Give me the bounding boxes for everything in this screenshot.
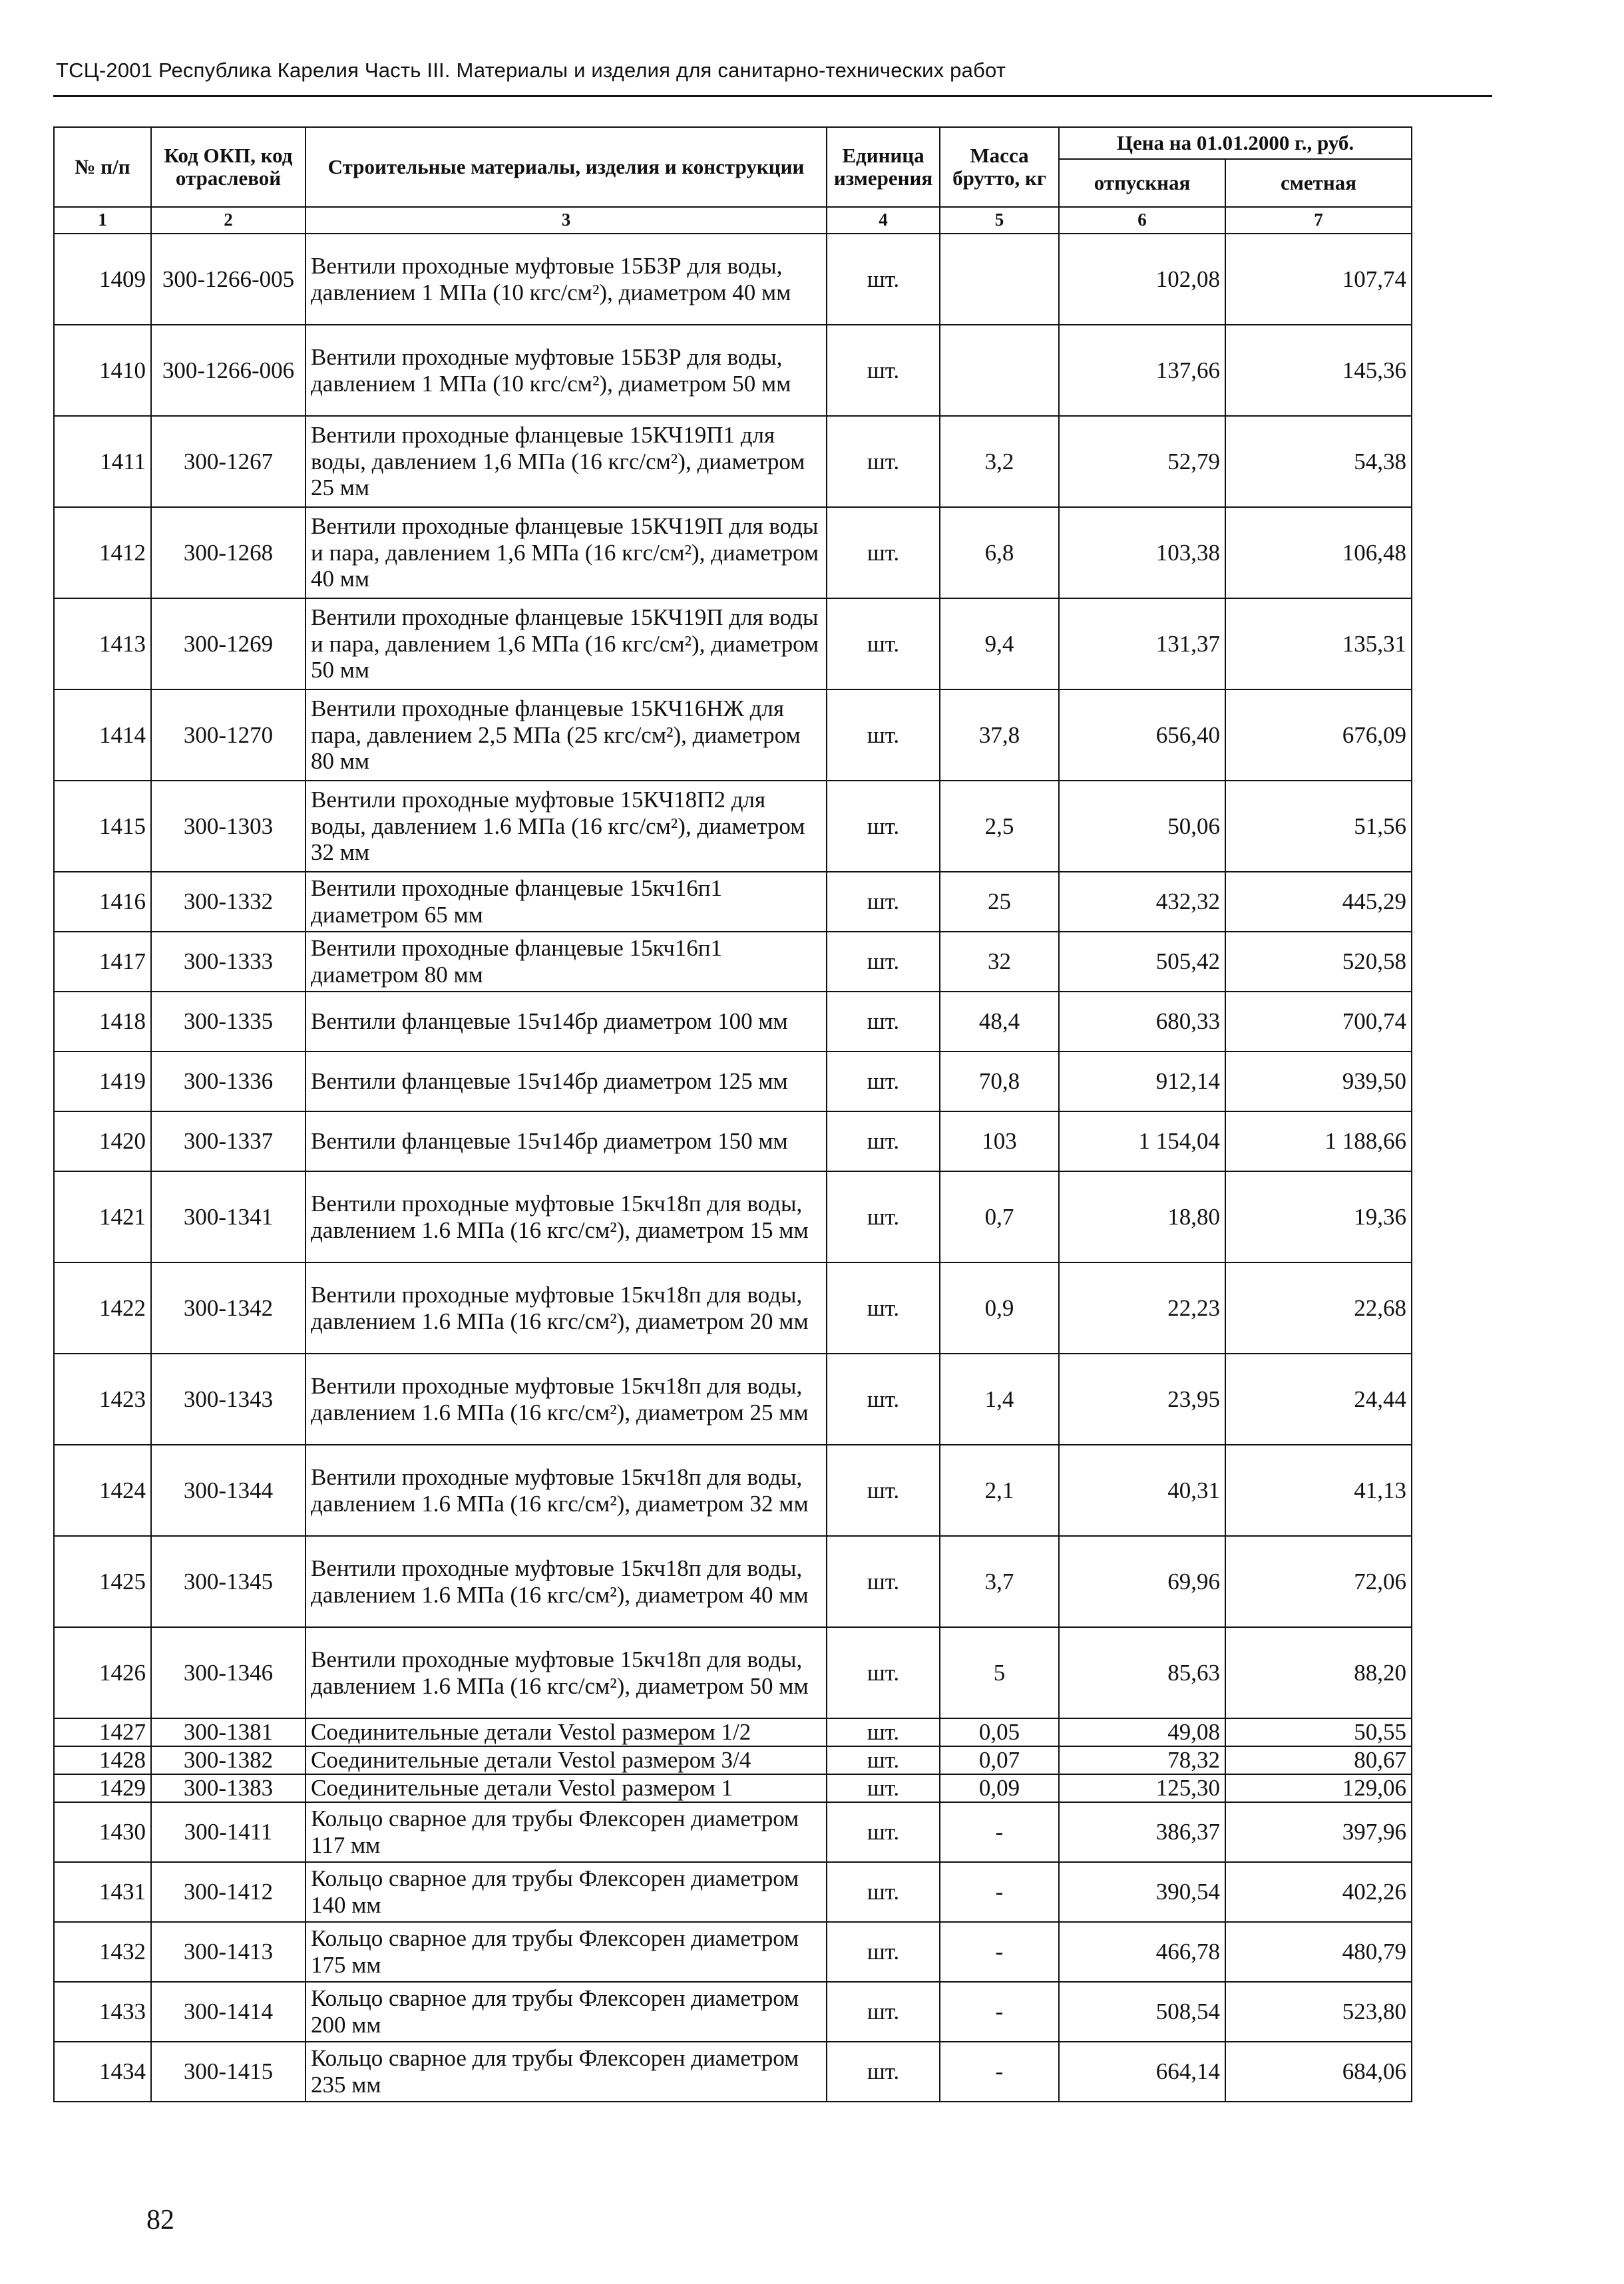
- price-release: 656,40: [1059, 689, 1225, 781]
- price-release: 508,54: [1059, 1982, 1225, 2042]
- gross-mass: 32: [940, 932, 1059, 992]
- price-estimate: 107,74: [1225, 234, 1412, 325]
- row-number: 1422: [54, 1262, 151, 1354]
- column-number: 6: [1059, 207, 1225, 234]
- okp-code: 300-1336: [151, 1051, 305, 1111]
- unit: шт.: [827, 1111, 940, 1171]
- column-number: 5: [940, 207, 1059, 234]
- row-number: 1429: [54, 1774, 151, 1802]
- unit: шт.: [827, 932, 940, 992]
- column-number: 4: [827, 207, 940, 234]
- unit: шт.: [827, 689, 940, 781]
- table-row: [54, 1354, 1412, 1445]
- price-release: 69,96: [1059, 1536, 1225, 1627]
- column-number: 2: [151, 207, 305, 234]
- price-estimate: 51,56: [1225, 781, 1412, 872]
- table-row: [54, 1802, 1412, 1862]
- gross-mass: 9,4: [940, 598, 1059, 689]
- table-row: [54, 1051, 1412, 1111]
- unit: шт.: [827, 872, 940, 932]
- unit: шт.: [827, 1746, 940, 1774]
- header-row: [54, 127, 1412, 159]
- price-release: 40,31: [1059, 1445, 1225, 1536]
- item-description: Кольцо сварное для трубы Флексорен диаметром 117 мм: [305, 1802, 827, 1862]
- row-number: 1434: [54, 2042, 151, 2102]
- row-number: 1409: [54, 234, 151, 325]
- item-description: Соединительные детали Vestol размером 3/4: [305, 1746, 827, 1774]
- item-description: Вентили проходные фланцевые 15КЧ19П для воды и пара, давлением 1,6 МПа (16 кгс/см²), диаметром 50 мм: [305, 598, 827, 689]
- unit: шт.: [827, 1536, 940, 1627]
- column-number-row: [54, 207, 1412, 234]
- table-row: [54, 1171, 1412, 1262]
- unit: шт.: [827, 507, 940, 598]
- column-number: 1: [54, 207, 151, 234]
- row-number: 1414: [54, 689, 151, 781]
- unit: шт.: [827, 1171, 940, 1262]
- okp-code: 300-1414: [151, 1982, 305, 2042]
- price-estimate: 520,58: [1225, 932, 1412, 992]
- okp-code: 300-1267: [151, 416, 305, 507]
- unit: шт.: [827, 325, 940, 416]
- row-number: 1423: [54, 1354, 151, 1445]
- table-row: [54, 416, 1412, 507]
- item-description: Вентили проходные муфтовые 15Б3Р для воды, давлением 1 МПа (10 кгс/см²), диаметром 50 мм: [305, 325, 827, 416]
- item-description: Вентили проходные муфтовые 15кч18п для воды, давлением 1.6 МПа (16 кгс/см²), диаметром 25 мм: [305, 1354, 827, 1445]
- gross-mass: 0,07: [940, 1746, 1059, 1774]
- row-number: 1418: [54, 992, 151, 1051]
- table-row: [54, 1627, 1412, 1718]
- gross-mass: -: [940, 1982, 1059, 2042]
- okp-code: 300-1382: [151, 1746, 305, 1774]
- price-estimate: 24,44: [1225, 1354, 1412, 1445]
- price-release: 78,32: [1059, 1746, 1225, 1774]
- table-row: [54, 1445, 1412, 1536]
- header-divider: [53, 95, 1492, 97]
- unit: шт.: [827, 2042, 940, 2102]
- item-description: Вентили проходные фланцевые 15кч16п1 диаметром 65 мм: [305, 872, 827, 932]
- okp-code: 300-1270: [151, 689, 305, 781]
- gross-mass: -: [940, 1922, 1059, 1982]
- price-estimate: 135,31: [1225, 598, 1412, 689]
- price-release: 1 154,04: [1059, 1111, 1225, 1171]
- row-number: 1430: [54, 1802, 151, 1862]
- item-description: Вентили проходные муфтовые 15кч18п для воды, давлением 1.6 МПа (16 кгс/см²), диаметром 50 мм: [305, 1627, 827, 1718]
- row-number: 1425: [54, 1536, 151, 1627]
- table-row: [54, 1718, 1412, 1746]
- item-description: Кольцо сварное для трубы Флексорен диаметром 140 мм: [305, 1862, 827, 1922]
- unit: шт.: [827, 781, 940, 872]
- price-estimate: 106,48: [1225, 507, 1412, 598]
- price-estimate: 22,68: [1225, 1262, 1412, 1354]
- row-number: 1431: [54, 1862, 151, 1922]
- price-estimate: 397,96: [1225, 1802, 1412, 1862]
- item-description: Соединительные детали Vestol размером 1/2: [305, 1718, 827, 1746]
- table-row: [54, 1774, 1412, 1802]
- price-estimate: 88,20: [1225, 1627, 1412, 1718]
- price-estimate: 445,29: [1225, 872, 1412, 932]
- row-number: 1411: [54, 416, 151, 507]
- item-description: Кольцо сварное для трубы Флексорен диаметром 175 мм: [305, 1922, 827, 1982]
- table-row: [54, 1862, 1412, 1922]
- price-release: 680,33: [1059, 992, 1225, 1051]
- table-row: [54, 1262, 1412, 1354]
- gross-mass: 1,4: [940, 1354, 1059, 1445]
- okp-code: 300-1268: [151, 507, 305, 598]
- item-description: Вентили проходные фланцевые 15КЧ16НЖ для пара, давлением 2,5 МПа (25 кгс/см²), диаметром 80 мм: [305, 689, 827, 781]
- col-header-price-estimate: сметная: [1225, 159, 1412, 207]
- unit: шт.: [827, 234, 940, 325]
- gross-mass: -: [940, 1862, 1059, 1922]
- row-number: 1421: [54, 1171, 151, 1262]
- table-row: [54, 1746, 1412, 1774]
- price-estimate: 129,06: [1225, 1774, 1412, 1802]
- row-number: 1412: [54, 507, 151, 598]
- col-header-price-group: Цена на 01.01.2000 г., руб.: [1059, 127, 1412, 159]
- item-description: Вентили проходные муфтовые 15кч18п для воды, давлением 1.6 МПа (16 кгс/см²), диаметром 32 мм: [305, 1445, 827, 1536]
- price-estimate: 676,09: [1225, 689, 1412, 781]
- unit: шт.: [827, 1774, 940, 1802]
- okp-code: 300-1333: [151, 932, 305, 992]
- table-row: [54, 2042, 1412, 2102]
- unit: шт.: [827, 1922, 940, 1982]
- okp-code: 300-1346: [151, 1627, 305, 1718]
- col-header-num: № п/п: [54, 127, 151, 207]
- row-number: 1413: [54, 598, 151, 689]
- okp-code: 300-1412: [151, 1862, 305, 1922]
- item-description: Соединительные детали Vestol размером 1: [305, 1774, 827, 1802]
- column-number: 3: [305, 207, 827, 234]
- okp-code: 300-1343: [151, 1354, 305, 1445]
- table-row: [54, 1111, 1412, 1171]
- row-number: 1417: [54, 932, 151, 992]
- unit: шт.: [827, 1862, 940, 1922]
- col-header-mass: Масса брутто, кг: [940, 127, 1059, 207]
- item-description: Вентили проходные муфтовые 15Б3Р для воды, давлением 1 МПа (10 кгс/см²), диаметром 40 мм: [305, 234, 827, 325]
- price-release: 466,78: [1059, 1922, 1225, 1982]
- price-estimate: 54,38: [1225, 416, 1412, 507]
- item-description: Вентили проходные муфтовые 15кч18п для воды, давлением 1.6 МПа (16 кгс/см²), диаметром 20 мм: [305, 1262, 827, 1354]
- table-row: [54, 325, 1412, 416]
- gross-mass: [940, 325, 1059, 416]
- unit: шт.: [827, 1445, 940, 1536]
- gross-mass: 0,9: [940, 1262, 1059, 1354]
- row-number: 1428: [54, 1746, 151, 1774]
- item-description: Вентили проходные муфтовые 15КЧ18П2 для воды, давлением 1.6 МПа (16 кгс/см²), диаметром 32 мм: [305, 781, 827, 872]
- unit: шт.: [827, 1262, 940, 1354]
- table-row: [54, 1536, 1412, 1627]
- okp-code: 300-1411: [151, 1802, 305, 1862]
- row-number: 1432: [54, 1922, 151, 1982]
- price-estimate: 1 188,66: [1225, 1111, 1412, 1171]
- price-release: 505,42: [1059, 932, 1225, 992]
- price-release: 386,37: [1059, 1802, 1225, 1862]
- row-number: 1433: [54, 1982, 151, 2042]
- price-release: 49,08: [1059, 1718, 1225, 1746]
- unit: шт.: [827, 416, 940, 507]
- gross-mass: -: [940, 2042, 1059, 2102]
- gross-mass: 6,8: [940, 507, 1059, 598]
- item-description: Вентили фланцевые 15ч14бр диаметром 100 мм: [305, 992, 827, 1051]
- gross-mass: 3,2: [940, 416, 1059, 507]
- item-description: Вентили проходные фланцевые 15КЧ19П1 для воды, давлением 1,6 МПа (16 кгс/см²), диаметром 25 мм: [305, 416, 827, 507]
- unit: шт.: [827, 1627, 940, 1718]
- okp-code: 300-1383: [151, 1774, 305, 1802]
- price-table: [53, 126, 1412, 2102]
- okp-code: 300-1342: [151, 1262, 305, 1354]
- gross-mass: 3,7: [940, 1536, 1059, 1627]
- table-row: [54, 1982, 1412, 2042]
- price-release: 131,37: [1059, 598, 1225, 689]
- table-row: [54, 932, 1412, 992]
- price-release: 137,66: [1059, 325, 1225, 416]
- gross-mass: [940, 234, 1059, 325]
- price-estimate: 41,13: [1225, 1445, 1412, 1536]
- unit: шт.: [827, 1982, 940, 2042]
- okp-code: 300-1335: [151, 992, 305, 1051]
- price-release: 664,14: [1059, 2042, 1225, 2102]
- okp-code: 300-1381: [151, 1718, 305, 1746]
- gross-mass: 0,09: [940, 1774, 1059, 1802]
- okp-code: 300-1341: [151, 1171, 305, 1262]
- unit: шт.: [827, 992, 940, 1051]
- row-number: 1424: [54, 1445, 151, 1536]
- price-estimate: 19,36: [1225, 1171, 1412, 1262]
- okp-code: 300-1266-005: [151, 234, 305, 325]
- gross-mass: 70,8: [940, 1051, 1059, 1111]
- col-header-code: Код ОКП, код отраслевой: [151, 127, 305, 207]
- col-header-desc: Строительные материалы, изделия и конструкции: [305, 127, 827, 207]
- item-description: Кольцо сварное для трубы Флексорен диаметром 200 мм: [305, 1982, 827, 2042]
- item-description: Вентили проходные муфтовые 15кч18п для воды, давлением 1.6 МПа (16 кгс/см²), диаметром 40 мм: [305, 1536, 827, 1627]
- table-row: [54, 781, 1412, 872]
- table-row: [54, 872, 1412, 932]
- row-number: 1410: [54, 325, 151, 416]
- table-row: [54, 1922, 1412, 1982]
- item-description: Вентили проходные муфтовые 15кч18п для воды, давлением 1.6 МПа (16 кгс/см²), диаметром 15 мм: [305, 1171, 827, 1262]
- price-estimate: 700,74: [1225, 992, 1412, 1051]
- price-release: 18,80: [1059, 1171, 1225, 1262]
- row-number: 1426: [54, 1627, 151, 1718]
- price-release: 432,32: [1059, 872, 1225, 932]
- price-estimate: 480,79: [1225, 1922, 1412, 1982]
- okp-code: 300-1337: [151, 1111, 305, 1171]
- okp-code: 300-1332: [151, 872, 305, 932]
- price-estimate: 523,80: [1225, 1982, 1412, 2042]
- unit: шт.: [827, 1051, 940, 1111]
- row-number: 1420: [54, 1111, 151, 1171]
- price-release: 390,54: [1059, 1862, 1225, 1922]
- table-row: [54, 689, 1412, 781]
- item-description: Вентили фланцевые 15ч14бр диаметром 150 мм: [305, 1111, 827, 1171]
- okp-code: 300-1415: [151, 2042, 305, 2102]
- gross-mass: 0,7: [940, 1171, 1059, 1262]
- table-row: [54, 598, 1412, 689]
- row-number: 1419: [54, 1051, 151, 1111]
- row-number: 1415: [54, 781, 151, 872]
- price-estimate: 145,36: [1225, 325, 1412, 416]
- price-estimate: 684,06: [1225, 2042, 1412, 2102]
- okp-code: 300-1345: [151, 1536, 305, 1627]
- table-row: [54, 992, 1412, 1051]
- unit: шт.: [827, 598, 940, 689]
- price-release: 912,14: [1059, 1051, 1225, 1111]
- price-estimate: 80,67: [1225, 1746, 1412, 1774]
- price-release: 50,06: [1059, 781, 1225, 872]
- price-estimate: 939,50: [1225, 1051, 1412, 1111]
- gross-mass: 2,5: [940, 781, 1059, 872]
- table-row: [54, 507, 1412, 598]
- unit: шт.: [827, 1354, 940, 1445]
- item-description: Вентили фланцевые 15ч14бр диаметром 125 мм: [305, 1051, 827, 1111]
- table-row: [54, 234, 1412, 325]
- item-description: Вентили проходные фланцевые 15КЧ19П для воды и пара, давлением 1,6 МПа (16 кгс/см²), диаметром 40 мм: [305, 507, 827, 598]
- price-estimate: 402,26: [1225, 1862, 1412, 1922]
- running-header: ТСЦ-2001 Республика Карелия Часть III. Материалы и изделия для санитарно-технических работ: [56, 59, 1006, 82]
- okp-code: 300-1413: [151, 1922, 305, 1982]
- gross-mass: 37,8: [940, 689, 1059, 781]
- price-release: 125,30: [1059, 1774, 1225, 1802]
- price-release: 23,95: [1059, 1354, 1225, 1445]
- price-release: 85,63: [1059, 1627, 1225, 1718]
- okp-code: 300-1344: [151, 1445, 305, 1536]
- price-release: 52,79: [1059, 416, 1225, 507]
- gross-mass: -: [940, 1802, 1059, 1862]
- table-body: [54, 234, 1412, 2102]
- row-number: 1427: [54, 1718, 151, 1746]
- column-number: 7: [1225, 207, 1412, 234]
- price-release: 103,38: [1059, 507, 1225, 598]
- price-release: 102,08: [1059, 234, 1225, 325]
- okp-code: 300-1266-006: [151, 325, 305, 416]
- gross-mass: 2,1: [940, 1445, 1059, 1536]
- price-estimate: 50,55: [1225, 1718, 1412, 1746]
- col-header-unit: Единица измерения: [827, 127, 940, 207]
- col-header-price-release: отпускная: [1059, 159, 1225, 207]
- unit: шт.: [827, 1802, 940, 1862]
- row-number: 1416: [54, 872, 151, 932]
- gross-mass: 0,05: [940, 1718, 1059, 1746]
- unit: шт.: [827, 1718, 940, 1746]
- okp-code: 300-1303: [151, 781, 305, 872]
- item-description: Кольцо сварное для трубы Флексорен диаметром 235 мм: [305, 2042, 827, 2102]
- price-estimate: 72,06: [1225, 1536, 1412, 1627]
- gross-mass: 5: [940, 1627, 1059, 1718]
- gross-mass: 103: [940, 1111, 1059, 1171]
- item-description: Вентили проходные фланцевые 15кч16п1 диаметром 80 мм: [305, 932, 827, 992]
- okp-code: 300-1269: [151, 598, 305, 689]
- gross-mass: 48,4: [940, 992, 1059, 1051]
- price-release: 22,23: [1059, 1262, 1225, 1354]
- page-number: 82: [146, 2205, 174, 2235]
- gross-mass: 25: [940, 872, 1059, 932]
